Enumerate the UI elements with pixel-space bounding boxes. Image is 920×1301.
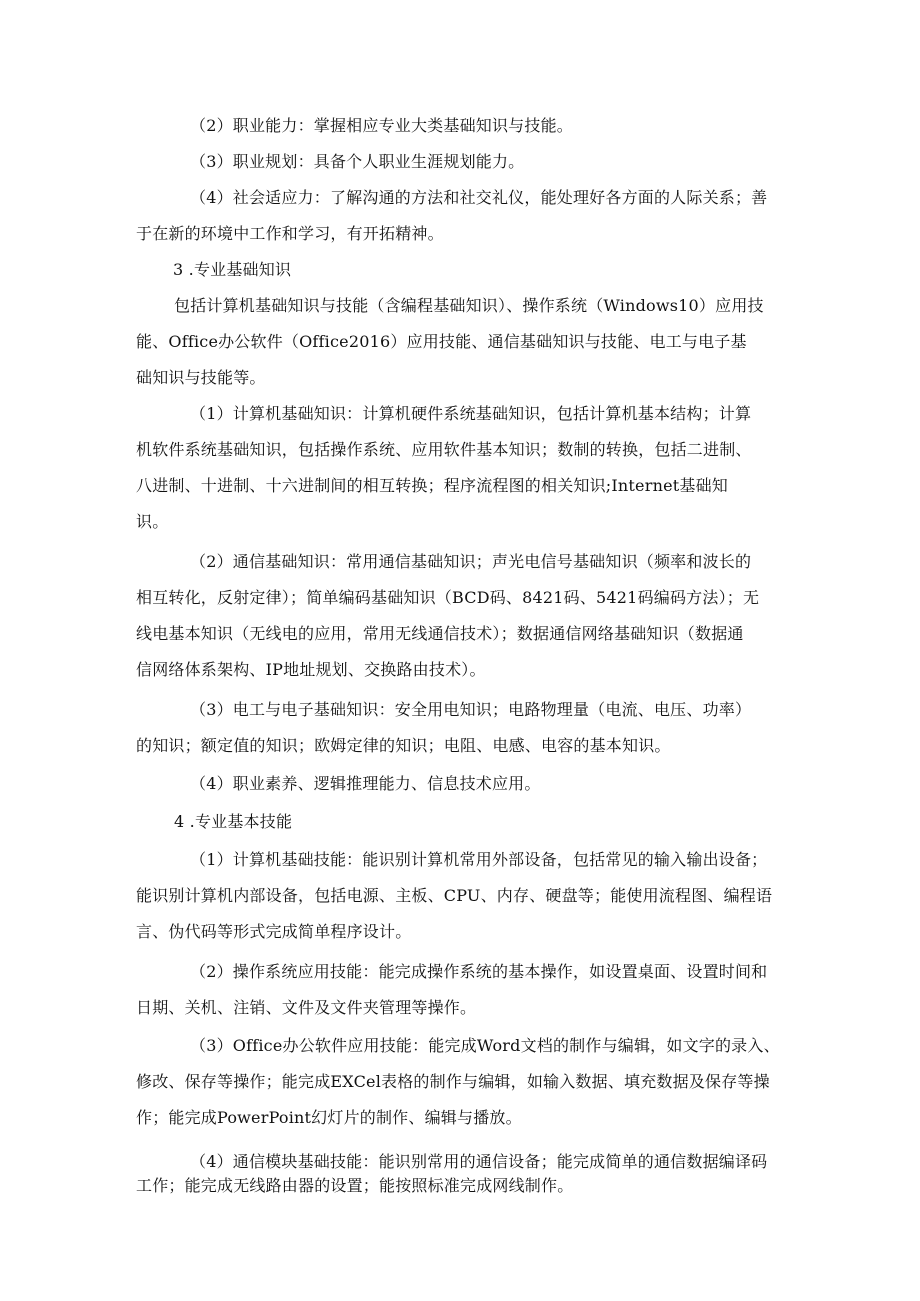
text-line: 言、伪代码等形式完成简单程序设计。 [136,922,412,941]
text-line: 能识别计算机内部设备，包括电源、主板、CPU、内存、硬盘等；能使用流程图、编程语 [136,886,773,905]
text-line: （3）Office办公软件应用技能：能完成Word文档的制作与编辑，如文字的录入、 [190,1036,780,1055]
text-line: （2）职业能力：掌握相应专业大类基础知识与技能。 [190,116,573,135]
section-heading: 3 .专业基础知识 [173,260,292,279]
text-line: 日期、关机、注销、文件及文件夹管理等操作。 [136,998,477,1017]
text-line: 的知识；额定值的知识；欧姆定律的知识；电阻、电感、电容的基本知识。 [136,736,671,755]
text-line: （4）职业素养、逻辑推理能力、信息技术应用。 [190,774,541,793]
text-line: 八进制、十进制、十六进制间的相互转换；程序流程图的相关知识;Internet基础知 [136,476,728,495]
text-line: 于在新的环境中工作和学习，有开拓精神。 [136,224,444,243]
text-line: （2）通信基础知识：常用通信基础知识；声光电信号基础知识（频率和波长的 [190,552,752,571]
text-line: 相互转化，反射定律）；简单编码基础知识（BCD码、8421码、5421码编码方法）；无 [136,588,760,607]
text-line: （4）通信模块基础技能：能识别常用的通信设备；能完成简单的通信数据编译码 [190,1152,768,1171]
text-line: 作；能完成PowerPoint幻灯片的制作、编辑与播放。 [136,1108,522,1127]
text-line: 机软件系统基础知识，包括操作系统、应用软件基本知识；数制的转换，包括二进制、 [136,440,752,459]
text-line: 识。 [136,512,169,531]
text-line: （2）操作系统应用技能：能完成操作系统的基本操作，如设置桌面、设置时间和 [190,962,768,981]
text-line: （3）电工与电子基础知识：安全用电知识；电路物理量（电流、电压、功率） [190,700,752,719]
text-line: （3）职业规划：具备个人职业生涯规划能力。 [190,152,525,171]
text-line: （4）社会适应力：了解沟通的方法和社交礼仪，能处理好各方面的人际关系；善 [190,188,768,207]
text-line: 线电基本知识（无线电的应用，常用无线通信技术）；数据通信网络基础知识（数据通 [136,624,744,643]
text-line: 包括计算机基础知识与技能（含编程基础知识）、操作系统（Windows10）应用技 [174,296,764,315]
text-line: （1）计算机基础技能：能识别计算机常用外部设备，包括常见的输入输出设备； [190,850,768,869]
text-line: 础知识与技能等。 [136,368,266,387]
text-line: （1）计算机基础知识：计算机硬件系统基础知识，包括计算机基本结构；计算 [190,404,752,423]
text-line: 能、Office办公软件（Office2016）应用技能、通信基础知识与技能、电工与电子基 [136,332,747,351]
section-heading: 4 .专业基本技能 [174,812,293,831]
text-line: 信网络体系架构、IP地址规划、交换路由技术）。 [136,660,486,679]
text-line: 工作；能完成无线路由器的设置；能按照标准完成网线制作。 [136,1176,574,1195]
text-line: 修改、保存等操作；能完成EXCel表格的制作与编辑，如输入数据、填充数据及保存等操 [136,1072,770,1091]
